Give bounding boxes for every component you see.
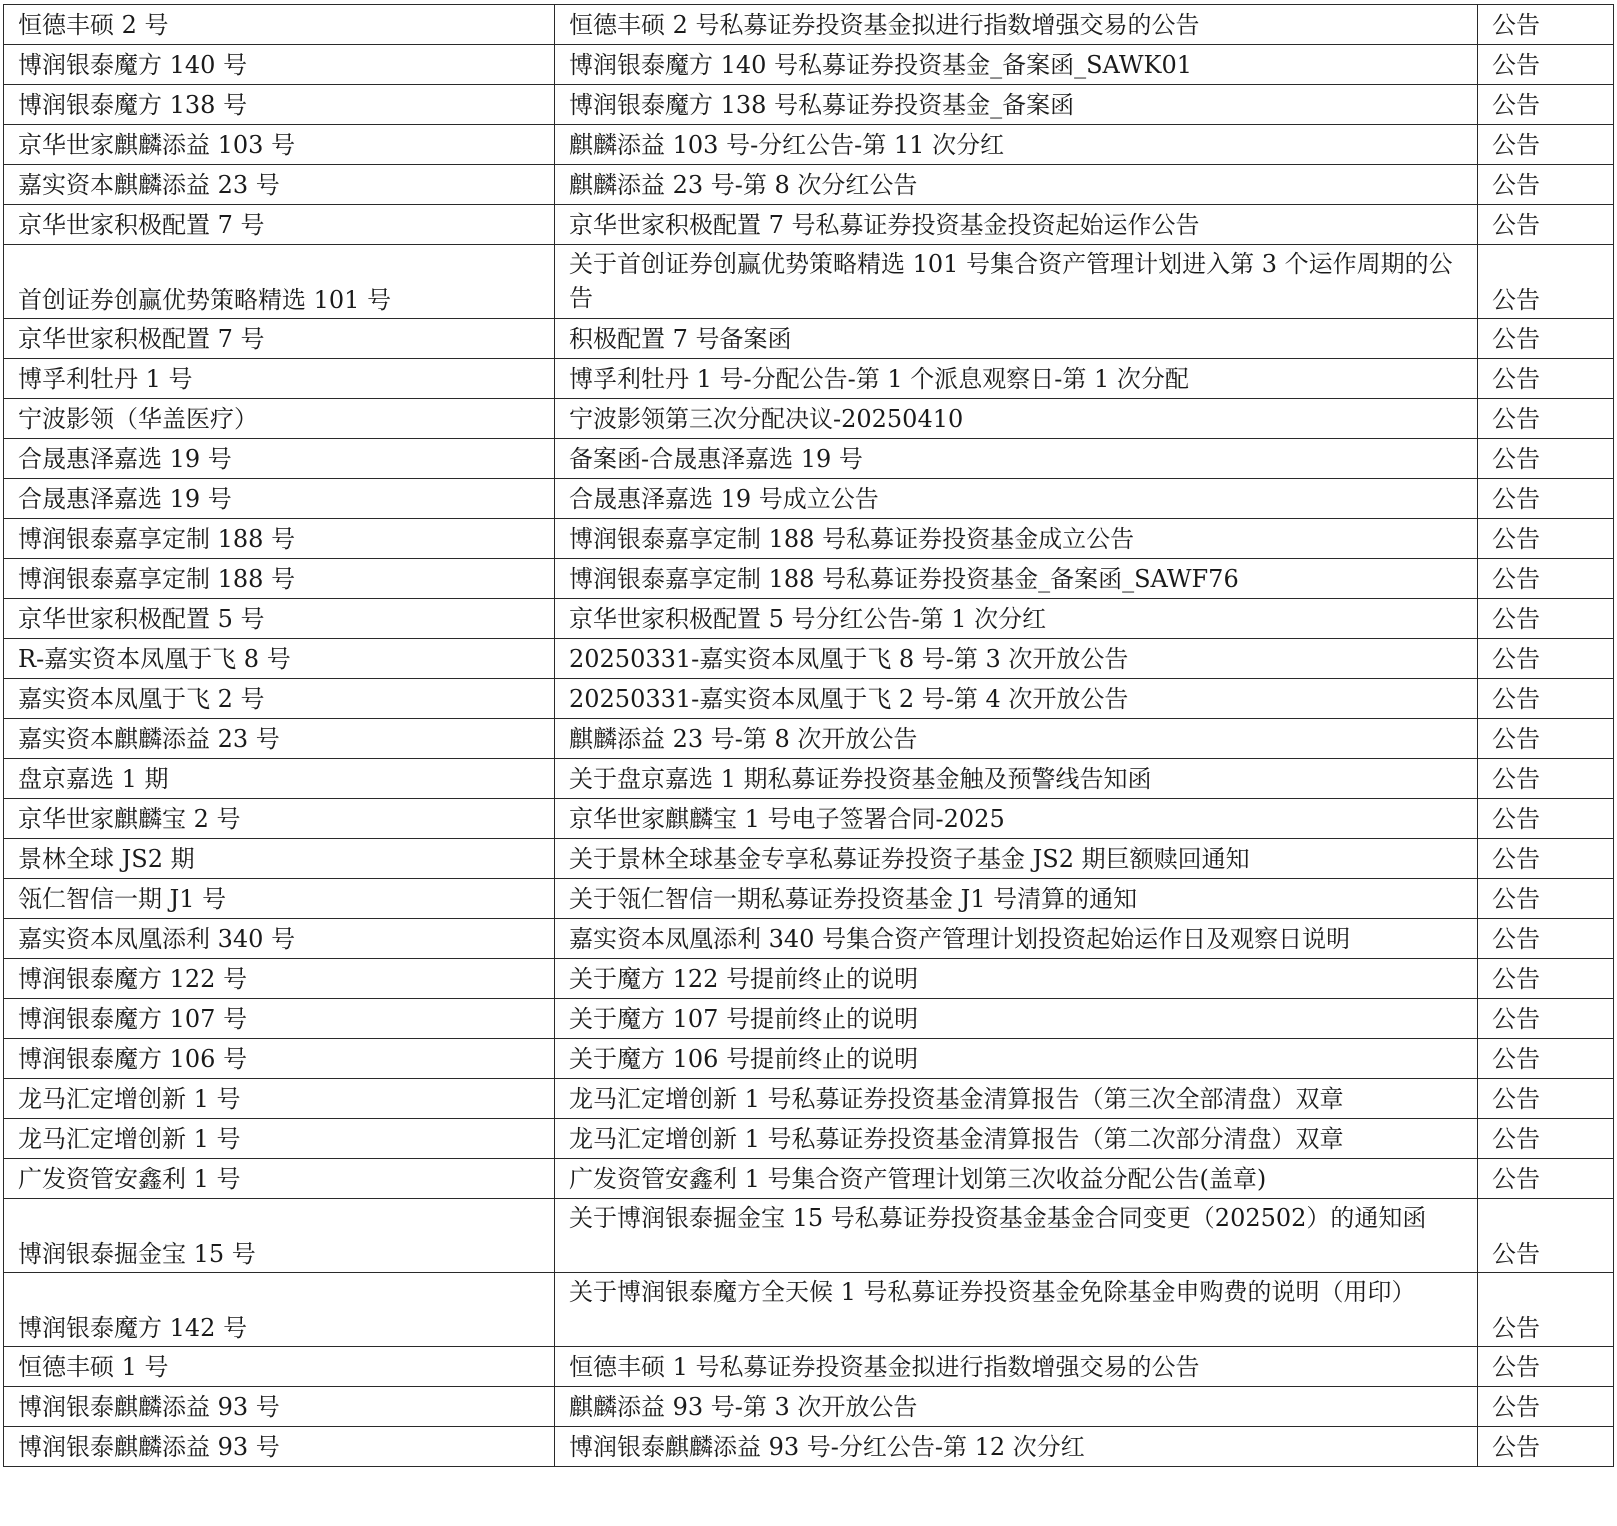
document-type-cell: 公告 <box>1478 1079 1614 1119</box>
announcement-table <box>3 4 1614 1467</box>
document-type-cell: 公告 <box>1478 1159 1614 1199</box>
document-type-cell: 公告 <box>1478 45 1614 85</box>
document-type-cell: 公告 <box>1478 919 1614 959</box>
table-row <box>4 1347 1614 1387</box>
document-type-cell: 公告 <box>1478 1273 1614 1347</box>
document-type-cell: 公告 <box>1478 5 1614 45</box>
table-row <box>4 1273 1614 1347</box>
document-type-cell: 公告 <box>1478 479 1614 519</box>
announcement-title-cell: 关于景林全球基金专享私募证券投资子基金 JS2 期巨额赎回通知 <box>555 839 1478 879</box>
table-row <box>4 85 1614 125</box>
announcement-title-cell: 关于盘京嘉选 1 期私募证券投资基金触及预警线告知函 <box>555 759 1478 799</box>
announcement-title-cell: 关于魔方 106 号提前终止的说明 <box>555 1039 1478 1079</box>
announcement-title-cell: 博润银泰魔方 138 号私募证券投资基金_备案函 <box>555 85 1478 125</box>
fund-name-cell: 嘉实资本凤凰于飞 2 号 <box>4 679 555 719</box>
document-type-cell: 公告 <box>1478 679 1614 719</box>
fund-name-cell: 盘京嘉选 1 期 <box>4 759 555 799</box>
document-type-cell: 公告 <box>1478 1387 1614 1427</box>
announcement-title-cell: 博润银泰嘉享定制 188 号私募证券投资基金_备案函_SAWF76 <box>555 559 1478 599</box>
fund-name-cell: 博润银泰麒麟添益 93 号 <box>4 1387 555 1427</box>
document-type-cell: 公告 <box>1478 999 1614 1039</box>
fund-name-cell: 合晟惠泽嘉选 19 号 <box>4 439 555 479</box>
announcement-title-cell: 博润银泰嘉享定制 188 号私募证券投资基金成立公告 <box>555 519 1478 559</box>
table-row <box>4 679 1614 719</box>
table-row <box>4 439 1614 479</box>
document-type-cell: 公告 <box>1478 85 1614 125</box>
announcement-title-cell: 关于魔方 122 号提前终止的说明 <box>555 959 1478 999</box>
fund-name-cell: 宁波影领（华盖医疗） <box>4 399 555 439</box>
announcement-title-cell: 积极配置 7 号备案函 <box>555 319 1478 359</box>
announcement-title-cell: 麒麟添益 93 号-第 3 次开放公告 <box>555 1387 1478 1427</box>
table-row <box>4 799 1614 839</box>
document-type-cell: 公告 <box>1478 319 1614 359</box>
table-row <box>4 959 1614 999</box>
table-row <box>4 879 1614 919</box>
fund-name-cell: 龙马汇定增创新 1 号 <box>4 1119 555 1159</box>
table-row <box>4 1427 1614 1467</box>
document-type-cell: 公告 <box>1478 759 1614 799</box>
announcement-title-cell: 麒麟添益 103 号-分红公告-第 11 次分红 <box>555 125 1478 165</box>
table-row <box>4 1119 1614 1159</box>
fund-name-cell: 首创证券创赢优势策略精选 101 号 <box>4 245 555 319</box>
announcement-title-cell: 嘉实资本凤凰添利 340 号集合资产管理计划投资起始运作日及观察日说明 <box>555 919 1478 959</box>
fund-name-cell: 京华世家麒麟宝 2 号 <box>4 799 555 839</box>
table-row <box>4 599 1614 639</box>
fund-name-cell: 博润银泰嘉享定制 188 号 <box>4 559 555 599</box>
document-type-cell: 公告 <box>1478 1347 1614 1387</box>
document-type-cell: 公告 <box>1478 879 1614 919</box>
document-type-cell: 公告 <box>1478 559 1614 599</box>
announcement-title-cell: 广发资管安鑫利 1 号集合资产管理计划第三次收益分配公告(盖章) <box>555 1159 1478 1199</box>
table-row <box>4 1387 1614 1427</box>
document-type-cell: 公告 <box>1478 205 1614 245</box>
table-row <box>4 759 1614 799</box>
fund-name-cell: 合晟惠泽嘉选 19 号 <box>4 479 555 519</box>
document-type-cell: 公告 <box>1478 359 1614 399</box>
table-row <box>4 125 1614 165</box>
document-type-cell: 公告 <box>1478 719 1614 759</box>
announcement-title-cell: 宁波影领第三次分配决议-20250410 <box>555 399 1478 439</box>
fund-name-cell: 龙马汇定增创新 1 号 <box>4 1079 555 1119</box>
document-type-cell: 公告 <box>1478 1427 1614 1467</box>
table-row <box>4 1079 1614 1119</box>
fund-name-cell: 博润银泰魔方 107 号 <box>4 999 555 1039</box>
table-row <box>4 1039 1614 1079</box>
announcement-title-cell: 博润银泰魔方 140 号私募证券投资基金_备案函_SAWK01 <box>555 45 1478 85</box>
table-row <box>4 1199 1614 1273</box>
announcement-title-cell: 关于首创证券创赢优势策略精选 101 号集合资产管理计划进入第 3 个运作周期的公告 <box>555 245 1478 319</box>
document-type-cell: 公告 <box>1478 839 1614 879</box>
fund-name-cell: 博孚利牡丹 1 号 <box>4 359 555 399</box>
table-row <box>4 999 1614 1039</box>
table-row <box>4 319 1614 359</box>
fund-name-cell: 嘉实资本麒麟添益 23 号 <box>4 719 555 759</box>
table-row <box>4 245 1614 319</box>
document-type-cell: 公告 <box>1478 1119 1614 1159</box>
table-row <box>4 5 1614 45</box>
fund-name-cell: 博润银泰魔方 140 号 <box>4 45 555 85</box>
fund-name-cell: 京华世家积极配置 5 号 <box>4 599 555 639</box>
announcement-title-cell: 博润银泰麒麟添益 93 号-分红公告-第 12 次分红 <box>555 1427 1478 1467</box>
fund-name-cell: 博润银泰嘉享定制 188 号 <box>4 519 555 559</box>
fund-name-cell: 博润银泰魔方 106 号 <box>4 1039 555 1079</box>
table-row <box>4 839 1614 879</box>
table-row <box>4 165 1614 205</box>
fund-name-cell: 博润银泰掘金宝 15 号 <box>4 1199 555 1273</box>
table-row <box>4 205 1614 245</box>
announcement-title-cell: 京华世家积极配置 7 号私募证券投资基金投资起始运作公告 <box>555 205 1478 245</box>
announcement-title-cell: 京华世家麒麟宝 1 号电子签署合同-2025 <box>555 799 1478 839</box>
fund-name-cell: 京华世家麒麟添益 103 号 <box>4 125 555 165</box>
document-type-cell: 公告 <box>1478 599 1614 639</box>
table-row <box>4 519 1614 559</box>
table-row <box>4 919 1614 959</box>
fund-name-cell: 瓴仁智信一期 J1 号 <box>4 879 555 919</box>
announcement-title-cell: 20250331-嘉实资本凤凰于飞 8 号-第 3 次开放公告 <box>555 639 1478 679</box>
announcement-title-cell: 合晟惠泽嘉选 19 号成立公告 <box>555 479 1478 519</box>
announcement-title-cell: 恒德丰硕 1 号私募证券投资基金拟进行指数增强交易的公告 <box>555 1347 1478 1387</box>
announcement-title-cell: 博孚利牡丹 1 号-分配公告-第 1 个派息观察日-第 1 次分配 <box>555 359 1478 399</box>
announcement-title-cell: 龙马汇定增创新 1 号私募证券投资基金清算报告（第三次全部清盘）双章 <box>555 1079 1478 1119</box>
document-type-cell: 公告 <box>1478 799 1614 839</box>
table-row <box>4 719 1614 759</box>
announcement-title-cell: 恒德丰硕 2 号私募证券投资基金拟进行指数增强交易的公告 <box>555 5 1478 45</box>
table-row <box>4 559 1614 599</box>
document-type-cell: 公告 <box>1478 439 1614 479</box>
fund-name-cell: 博润银泰麒麟添益 93 号 <box>4 1427 555 1467</box>
fund-name-cell: 京华世家积极配置 7 号 <box>4 319 555 359</box>
table-body <box>4 5 1614 1467</box>
announcement-title-cell: 关于博润银泰掘金宝 15 号私募证券投资基金基金合同变更（202502）的通知函 <box>555 1199 1478 1273</box>
document-type-cell: 公告 <box>1478 1039 1614 1079</box>
document-type-cell: 公告 <box>1478 519 1614 559</box>
table-row <box>4 479 1614 519</box>
fund-name-cell: 广发资管安鑫利 1 号 <box>4 1159 555 1199</box>
document-type-cell: 公告 <box>1478 245 1614 319</box>
announcement-title-cell: 20250331-嘉实资本凤凰于飞 2 号-第 4 次开放公告 <box>555 679 1478 719</box>
announcement-title-cell: 麒麟添益 23 号-第 8 次开放公告 <box>555 719 1478 759</box>
table-row <box>4 1159 1614 1199</box>
fund-name-cell: 恒德丰硕 1 号 <box>4 1347 555 1387</box>
announcement-title-cell: 关于博润银泰魔方全天候 1 号私募证券投资基金免除基金申购费的说明（用印） <box>555 1273 1478 1347</box>
document-type-cell: 公告 <box>1478 125 1614 165</box>
announcement-title-cell: 备案函-合晟惠泽嘉选 19 号 <box>555 439 1478 479</box>
table-row <box>4 359 1614 399</box>
fund-name-cell: 博润银泰魔方 138 号 <box>4 85 555 125</box>
announcement-title-cell: 京华世家积极配置 5 号分红公告-第 1 次分红 <box>555 599 1478 639</box>
announcement-title-cell: 龙马汇定增创新 1 号私募证券投资基金清算报告（第二次部分清盘）双章 <box>555 1119 1478 1159</box>
document-type-cell: 公告 <box>1478 165 1614 205</box>
fund-name-cell: R-嘉实资本凤凰于飞 8 号 <box>4 639 555 679</box>
table-row <box>4 639 1614 679</box>
fund-name-cell: 博润银泰魔方 122 号 <box>4 959 555 999</box>
fund-name-cell: 博润银泰魔方 142 号 <box>4 1273 555 1347</box>
announcement-title-cell: 关于瓴仁智信一期私募证券投资基金 J1 号清算的通知 <box>555 879 1478 919</box>
fund-name-cell: 景林全球 JS2 期 <box>4 839 555 879</box>
document-type-cell: 公告 <box>1478 1199 1614 1273</box>
fund-name-cell: 恒德丰硕 2 号 <box>4 5 555 45</box>
table-row <box>4 45 1614 85</box>
fund-name-cell: 嘉实资本麒麟添益 23 号 <box>4 165 555 205</box>
fund-name-cell: 京华世家积极配置 7 号 <box>4 205 555 245</box>
document-type-cell: 公告 <box>1478 639 1614 679</box>
announcement-title-cell: 麒麟添益 23 号-第 8 次分红公告 <box>555 165 1478 205</box>
document-type-cell: 公告 <box>1478 399 1614 439</box>
document-type-cell: 公告 <box>1478 959 1614 999</box>
fund-name-cell: 嘉实资本凤凰添利 340 号 <box>4 919 555 959</box>
announcement-title-cell: 关于魔方 107 号提前终止的说明 <box>555 999 1478 1039</box>
table-row <box>4 399 1614 439</box>
